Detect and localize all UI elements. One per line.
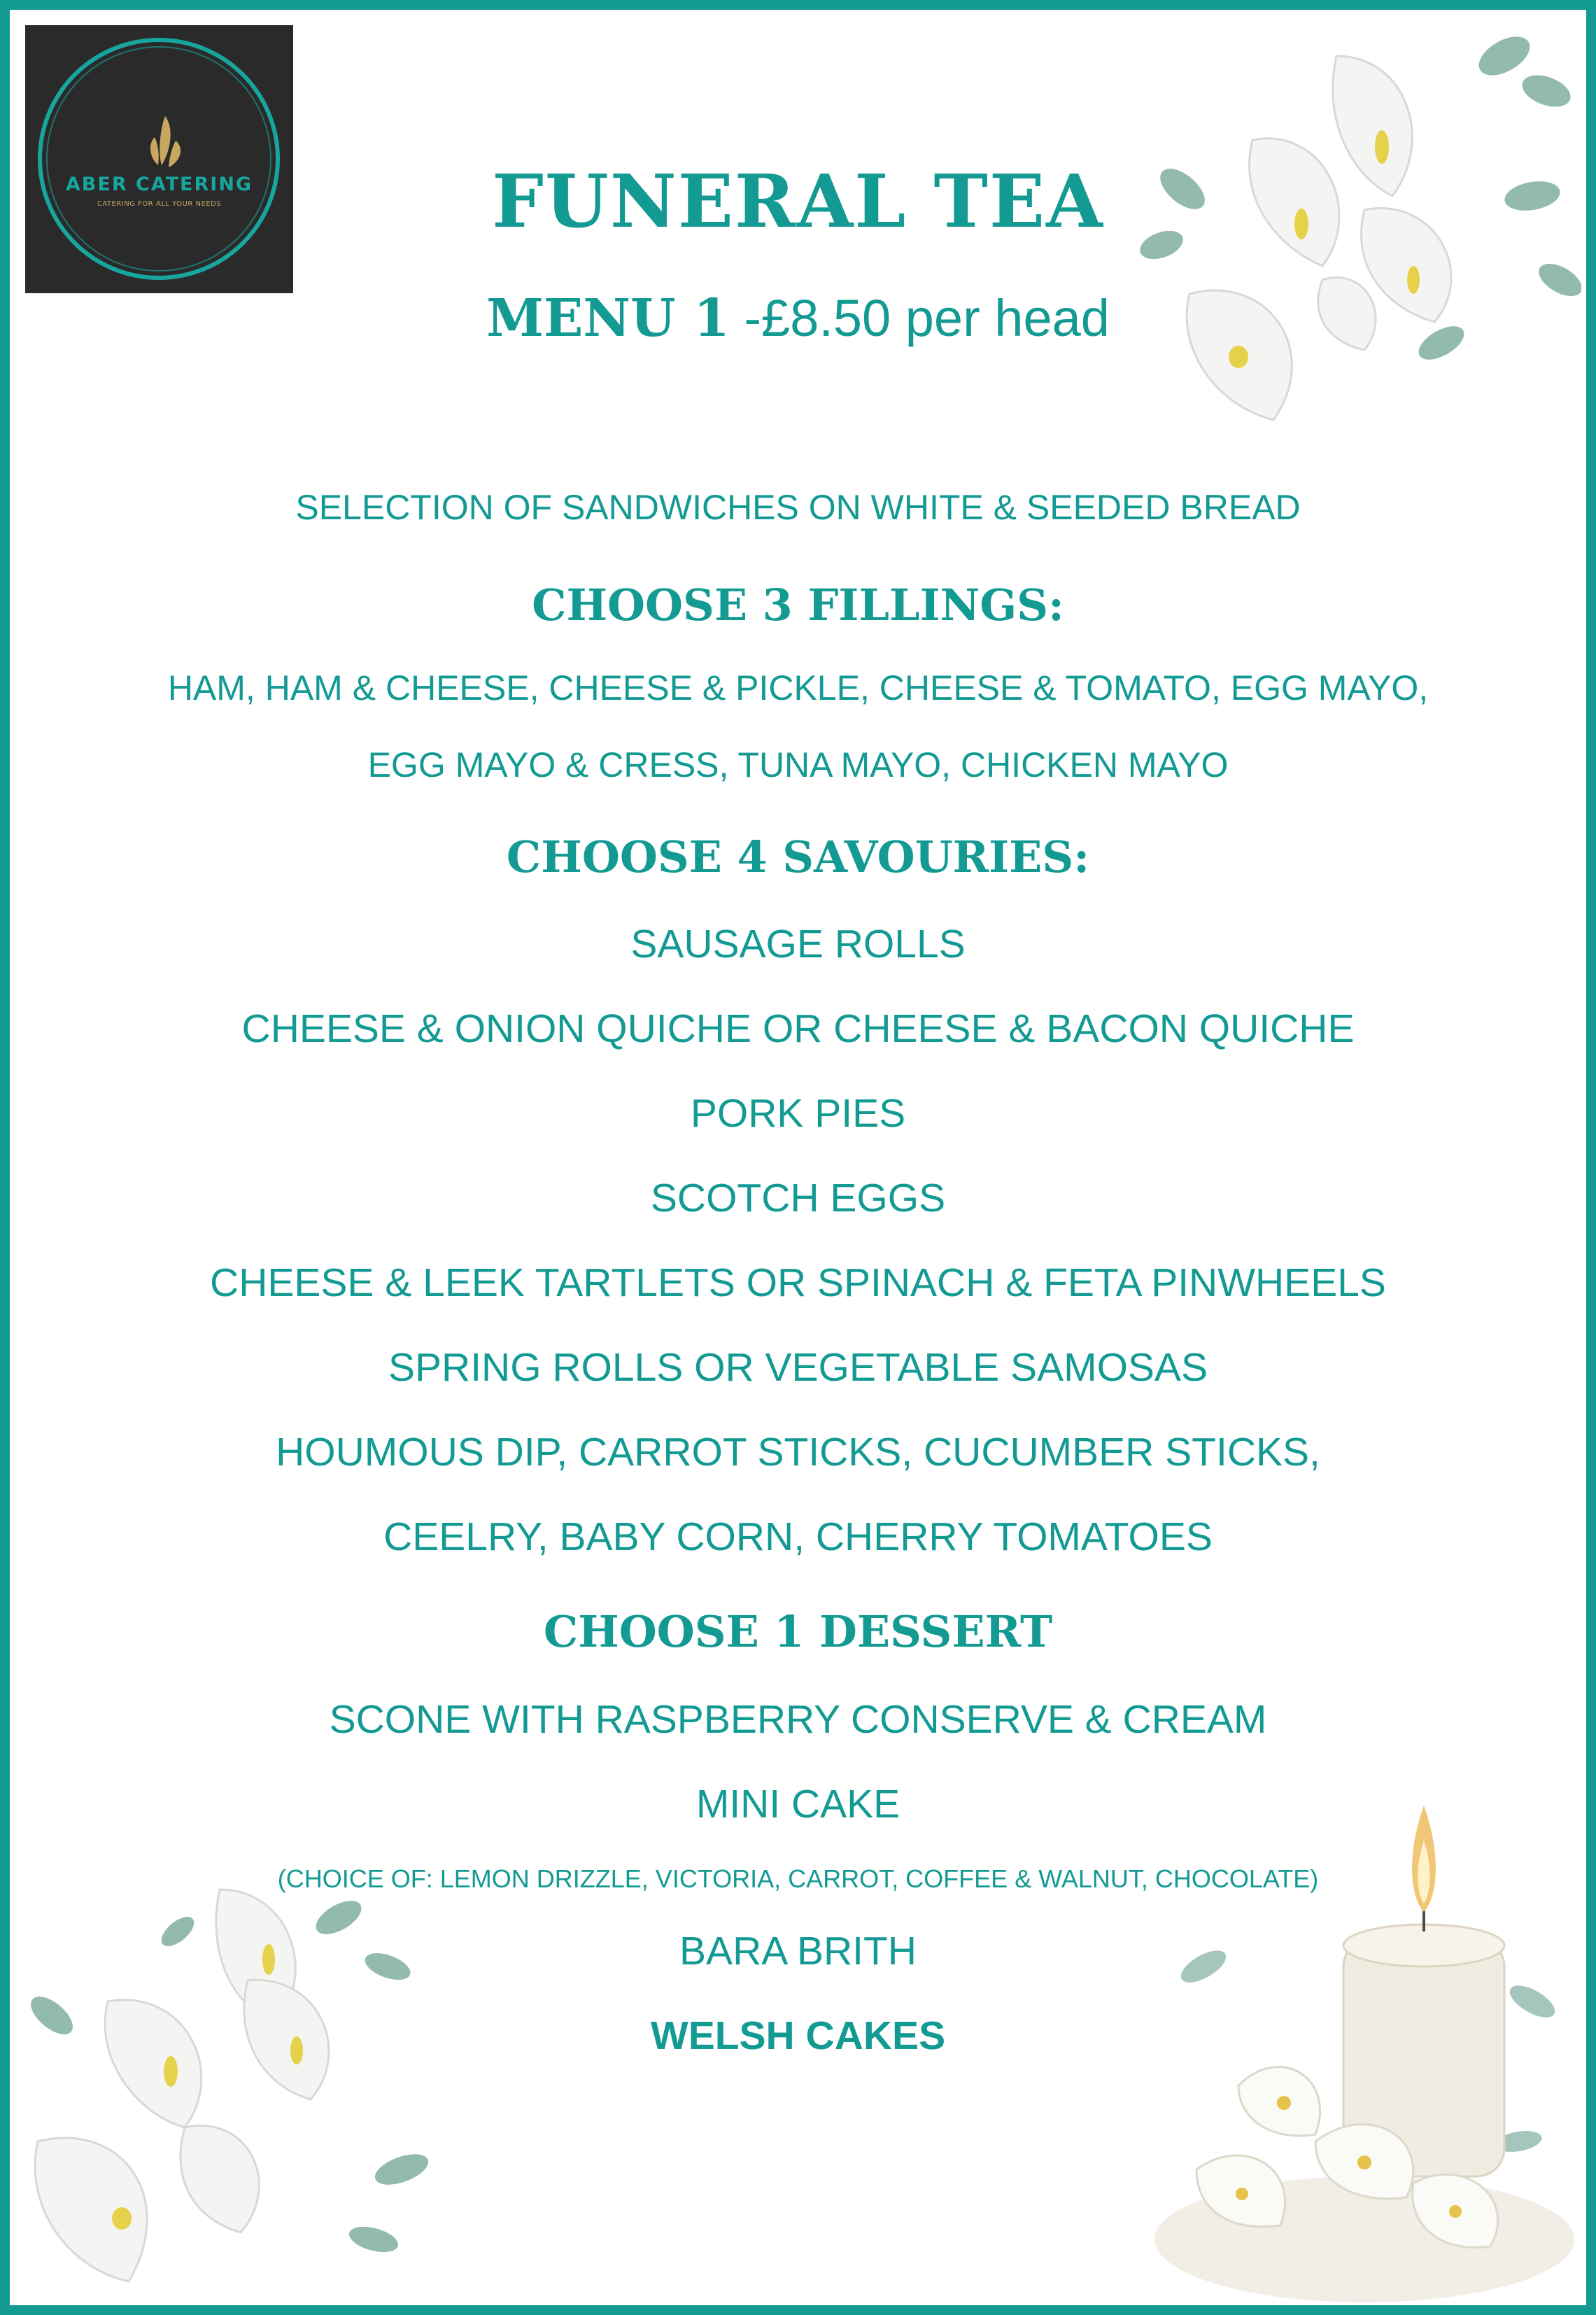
page-title: FUNERAL TEA	[492, 158, 1104, 244]
menu-price-line	[0, 288, 1596, 349]
logo-tagline: CATERING FOR ALL YOUR NEEDS	[97, 200, 222, 208]
savoury-item: SAUSAGE ROLLS	[630, 922, 966, 966]
fillings-heading: CHOOSE 3 FILLINGS:	[532, 579, 1064, 631]
menu-label: MENU 1	[486, 288, 730, 349]
fillings-line: HAM, HAM & CHEESE, CHEESE & PICKLE, CHEESE & TOMATO, EGG MAYO,	[167, 668, 1429, 708]
logo-name: ABER CATERING	[65, 174, 253, 195]
savoury-item: CEELRY, BABY CORN, CHERRY TOMATOES	[383, 1514, 1213, 1559]
menu-price: -£8.50 per head	[729, 289, 1110, 347]
savouries-heading: CHOOSE 4 SAVOURIES:	[506, 831, 1090, 882]
dessert-heading: CHOOSE 1 DESSERT	[543, 1606, 1053, 1657]
savoury-item: HOUMOUS DIP, CARROT STICKS, CUCUMBER STICKS,	[276, 1430, 1320, 1475]
savoury-item: PORK PIES	[690, 1091, 906, 1136]
dessert-item: SCONE WITH RASPBERRY CONSERVE & CREAM	[329, 1697, 1267, 1742]
savoury-item: SCOTCH EGGS	[650, 1176, 946, 1220]
sandwich-selection: SELECTION OF SANDWICHES ON WHITE & SEEDED BREAD	[295, 488, 1301, 527]
dessert-item: MINI CAKE	[695, 1782, 901, 1827]
fillings-line: EGG MAYO & CRESS, TUNA MAYO, CHICKEN MAYO	[367, 745, 1229, 784]
savoury-item: CHEESE & ONION QUICHE OR CHEESE & BACON QUICHE	[241, 1006, 1355, 1051]
mini-cake-flavours-note: (CHOICE OF: LEMON DRIZZLE, VICTORIA, CARROT, COFFEE & WALNUT, CHOCOLATE)	[277, 1864, 1319, 1893]
dessert-item: BARA BRITH	[679, 1929, 917, 1973]
savoury-item: CHEESE & LEEK TARTLETS OR SPINACH & FETA PINWHEELS	[210, 1260, 1386, 1305]
savoury-item: SPRING ROLLS OR VEGETABLE SAMOSAS	[388, 1345, 1208, 1390]
dessert-item: WELSH CAKES	[650, 2013, 946, 2058]
